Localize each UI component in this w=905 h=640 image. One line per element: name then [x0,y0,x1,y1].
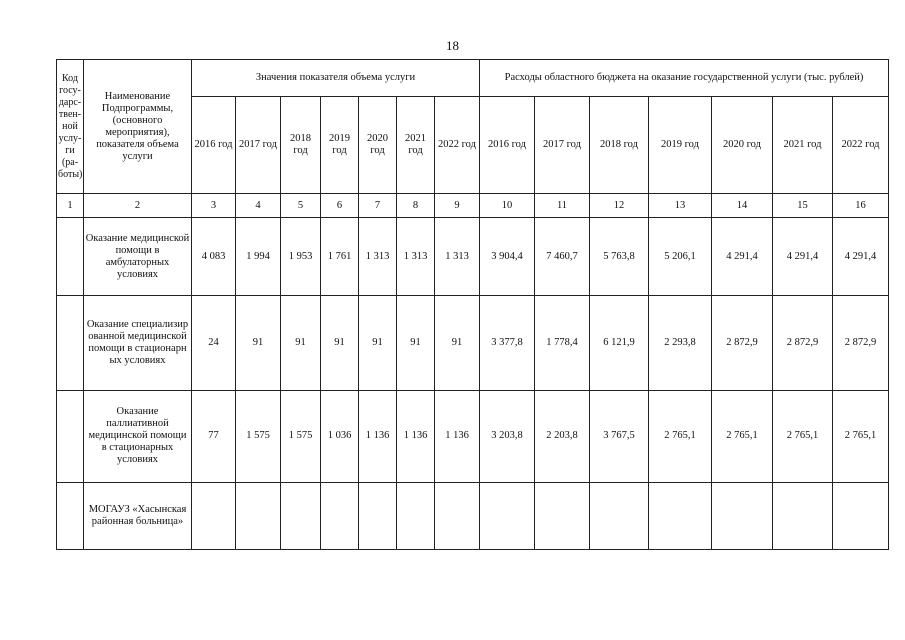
volume-value: 1 313 [359,218,397,296]
volume-value: 1 994 [236,218,281,296]
expense-year: 2022 год [833,97,889,194]
column-number: 15 [773,194,833,218]
column-number: 13 [649,194,712,218]
expense-year: 2020 год [712,97,773,194]
volume-year: 2021 год [397,97,435,194]
column-number: 11 [535,194,590,218]
header-volume-group: Значения показателя объема услуги [192,60,480,97]
volume-value: 1 313 [435,218,480,296]
volume-year: 2017 год [236,97,281,194]
volume-value [192,482,236,549]
volume-value: 1 136 [435,390,480,482]
volume-value [359,482,397,549]
volume-value: 91 [236,296,281,390]
column-number: 1 [57,194,84,218]
row-code [57,218,84,296]
table-row [57,482,889,549]
volume-value: 1 313 [397,218,435,296]
row-code [57,390,84,482]
volume-value: 91 [321,296,359,390]
table-row [57,390,889,482]
volume-year: 2018 год [281,97,321,194]
column-number: 10 [480,194,535,218]
expense-value [833,482,889,549]
volume-year: 2020 год [359,97,397,194]
expense-value: 3 767,5 [590,390,649,482]
expense-value [535,482,590,549]
expense-value: 7 460,7 [535,218,590,296]
volume-value: 1 136 [397,390,435,482]
expense-value: 4 291,4 [833,218,889,296]
expense-value: 2 872,9 [833,296,889,390]
expense-value: 6 121,9 [590,296,649,390]
volume-value: 91 [359,296,397,390]
expense-value [590,482,649,549]
expense-year: 2017 год [535,97,590,194]
column-number: 6 [321,194,359,218]
row-code [57,482,84,549]
volume-value [397,482,435,549]
volume-value: 1 575 [281,390,321,482]
column-number: 16 [833,194,889,218]
expense-year: 2016 год [480,97,535,194]
row-name: МОГАУЗ «Хасынская районная больница» [84,482,192,549]
volume-year: 2016 год [192,97,236,194]
volume-value: 91 [281,296,321,390]
column-number: 9 [435,194,480,218]
table-row [57,296,889,390]
header-code: Код госу-дарс-твен-ной услу-ги (ра-боты) [57,60,84,194]
expense-value [773,482,833,549]
volume-value: 1 036 [321,390,359,482]
header-expense-group: Расходы областного бюджета на оказание государственной услуги (тыс. рублей) [480,60,889,97]
volume-value: 24 [192,296,236,390]
column-number: 3 [192,194,236,218]
expense-value: 2 765,1 [712,390,773,482]
expense-value: 5 763,8 [590,218,649,296]
volume-value: 1 575 [236,390,281,482]
column-number: 2 [84,194,192,218]
row-name: Оказание специализированной медицинской помощи в стационарных условиях [84,296,192,390]
expense-value: 2 293,8 [649,296,712,390]
expense-value [480,482,535,549]
row-name: Оказание паллиативной медицинской помощи в стационарных условиях [84,390,192,482]
expense-value: 3 203,8 [480,390,535,482]
column-number: 12 [590,194,649,218]
column-number: 14 [712,194,773,218]
volume-value [321,482,359,549]
expense-value: 2 872,9 [773,296,833,390]
volume-value: 91 [397,296,435,390]
expense-value: 2 765,1 [649,390,712,482]
volume-value [435,482,480,549]
expense-value: 4 291,4 [773,218,833,296]
expense-value [649,482,712,549]
expense-value: 1 778,4 [535,296,590,390]
expense-value: 4 291,4 [712,218,773,296]
table-row [57,218,889,296]
expense-value: 3 904,4 [480,218,535,296]
budget-table [56,59,889,550]
column-number: 8 [397,194,435,218]
expense-year: 2018 год [590,97,649,194]
volume-value: 1 761 [321,218,359,296]
page-number: 18 [446,38,459,53]
volume-value: 4 083 [192,218,236,296]
header-name: Наименование Подпрограммы, (основного мероприятия), показателя объема услуги [84,60,192,194]
volume-year: 2019 год [321,97,359,194]
column-number: 7 [359,194,397,218]
row-code [57,296,84,390]
volume-value [281,482,321,549]
expense-value: 2 765,1 [833,390,889,482]
volume-value: 77 [192,390,236,482]
expense-value: 5 206,1 [649,218,712,296]
volume-year: 2022 год [435,97,480,194]
expense-value: 2 203,8 [535,390,590,482]
column-numbers-row [57,194,889,218]
row-name: Оказание медицинской помощи в амбулаторных условиях [84,218,192,296]
expense-value: 3 377,8 [480,296,535,390]
volume-value: 1 136 [359,390,397,482]
expense-year: 2021 год [773,97,833,194]
expense-value [712,482,773,549]
expense-value: 2 872,9 [712,296,773,390]
expense-value: 2 765,1 [773,390,833,482]
volume-value [236,482,281,549]
column-number: 5 [281,194,321,218]
expense-year: 2019 год [649,97,712,194]
volume-value: 1 953 [281,218,321,296]
volume-value: 91 [435,296,480,390]
column-number: 4 [236,194,281,218]
